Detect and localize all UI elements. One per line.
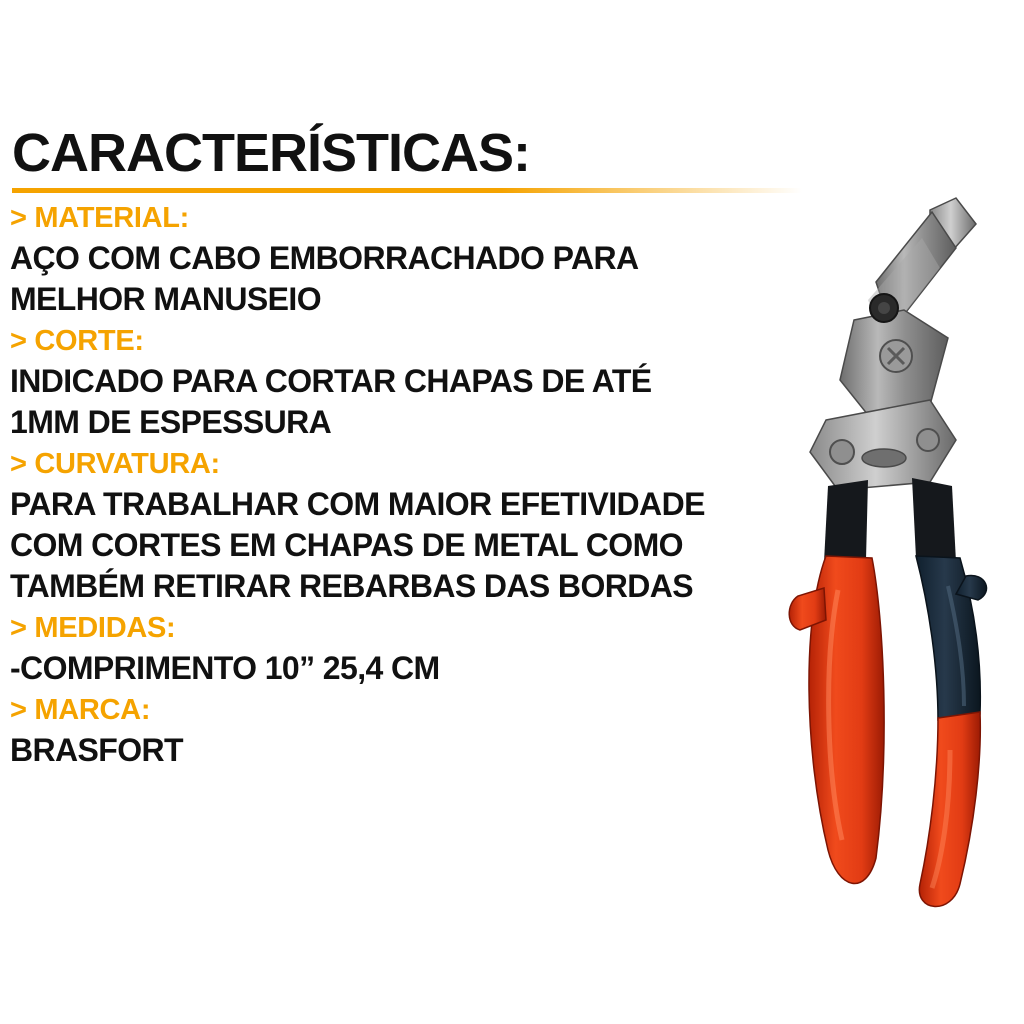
spec-value-material	[10, 238, 820, 320]
spec-value-line: AÇO COM CABO EMBORRACHADO PARA	[10, 240, 639, 276]
title-underline	[12, 188, 802, 193]
spec-value-line: INDICADO PARA CORTAR CHAPAS DE ATÉ	[10, 363, 652, 399]
spec-value-medidas	[10, 648, 820, 689]
spec-value-line: MELHOR MANUSEIO	[10, 281, 322, 317]
spec-label-marca: > MARCA:	[10, 694, 151, 726]
spec-value-corte	[10, 361, 820, 443]
spec-item-marca	[10, 691, 820, 771]
spec-value-curvatura	[10, 484, 820, 607]
spec-value-line: BRASFORT	[10, 732, 183, 768]
spec-label-corte: > CORTE:	[10, 325, 144, 357]
spec-value-line: TAMBÉM RETIRAR REBARBAS DAS BORDAS	[10, 568, 694, 604]
spec-label-medidas: > MEDIDAS:	[10, 612, 176, 644]
spec-item-material	[10, 199, 820, 320]
spec-label-curvatura: > CURVATURA:	[10, 448, 220, 480]
spec-item-medidas	[10, 609, 820, 689]
spec-value-line: 1MM DE ESPESSURA	[10, 404, 332, 440]
spec-value-line: COM CORTES EM CHAPAS DE METAL COMO	[10, 527, 683, 563]
spec-label-material: > MATERIAL:	[10, 202, 190, 234]
spec-item-corte	[10, 322, 820, 443]
spec-item-curvatura	[10, 445, 820, 607]
tin-snips-photo	[780, 190, 1020, 920]
specifications-block	[10, 124, 820, 773]
spec-value-line: PARA TRABALHAR COM MAIOR EFETIVIDADE	[10, 486, 705, 522]
spec-value-line: -COMPRIMENTO 10” 25,4 CM	[10, 650, 440, 686]
page-title: CARACTERÍSTICAS:	[12, 123, 530, 183]
spec-value-marca	[10, 730, 820, 771]
